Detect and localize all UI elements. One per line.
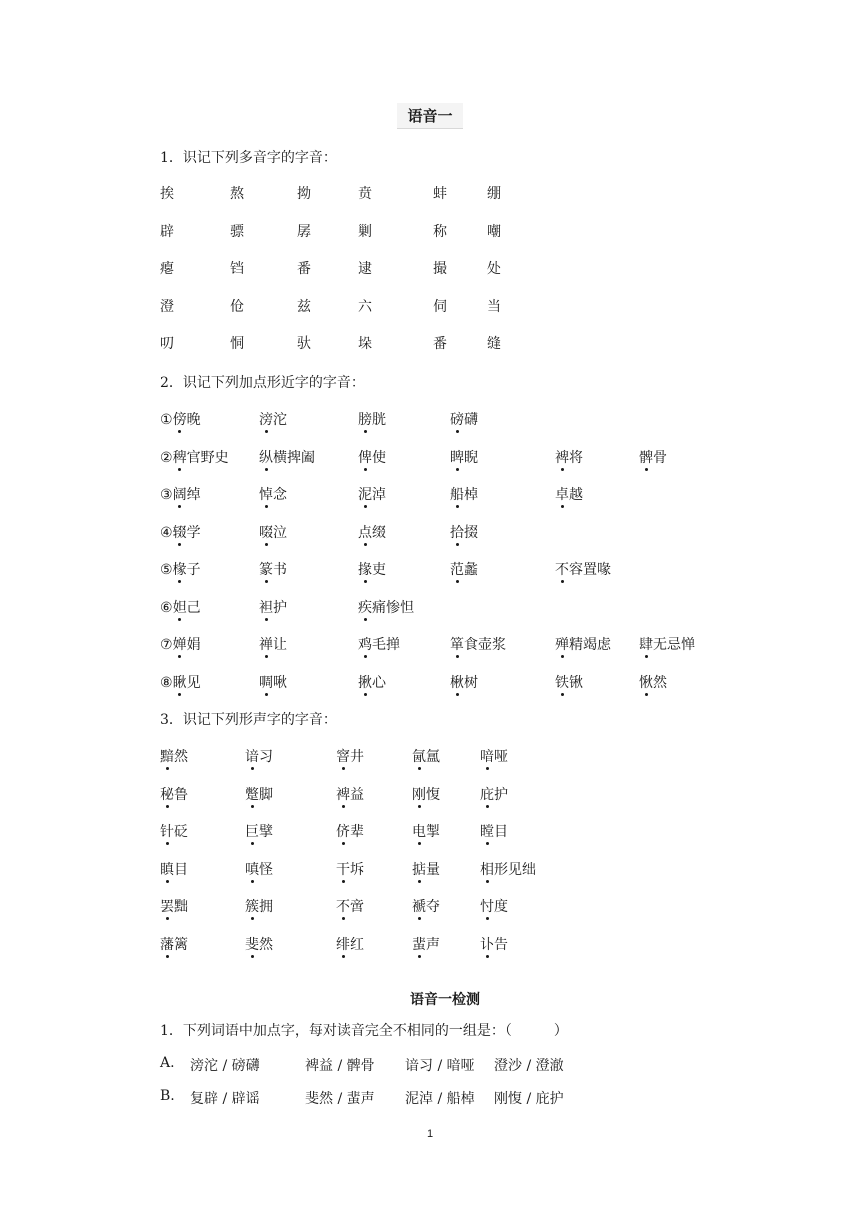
page-title: 语音一: [0, 103, 860, 129]
word-item: ④辍学: [160, 522, 201, 542]
word-item: 点缀: [358, 522, 386, 542]
word-item: 鸡毛掸: [358, 634, 400, 654]
word-item: 剿: [358, 223, 372, 240]
word-item: 黯然: [160, 746, 188, 766]
word-item: 窨井: [336, 746, 364, 766]
word-item: ①傍晚: [160, 409, 201, 429]
word-item: 撮: [433, 261, 447, 277]
word-item: 殚精竭虑: [555, 634, 611, 654]
option-pair: 刚愎 / 庇护: [494, 1091, 564, 1107]
word-item: 氤氲: [412, 746, 440, 766]
word-item: ⑥妲己: [160, 597, 201, 617]
word-item: 啁啾: [259, 672, 287, 692]
word-item: 纵横捭阖: [259, 447, 315, 467]
word-item: 斐然: [245, 934, 273, 954]
option-pair: 复辟 / 辟谣: [190, 1091, 260, 1107]
word-item: 袒护: [259, 597, 287, 617]
option-label: A.: [160, 1055, 175, 1071]
word-item: 电掣: [412, 821, 440, 841]
word-item: 蹩脚: [245, 784, 273, 804]
word-item: 辟: [160, 223, 174, 240]
word-item: 拾掇: [450, 522, 478, 542]
option-pair: 斐然 / 蜚声: [305, 1091, 375, 1107]
word-item: 缝: [487, 336, 501, 352]
word-item: 楸树: [450, 672, 478, 692]
word-item: 不啻: [336, 896, 364, 916]
word-item: 磅礴: [450, 409, 478, 429]
word-item: 秘鲁: [160, 784, 188, 804]
option-pair: 滂沱 / 磅礴: [190, 1058, 260, 1074]
word-item: 嗔怪: [245, 859, 273, 879]
section-heading: 3．识记下列形声字的字音：: [160, 712, 337, 728]
word-item: 掾吏: [358, 559, 386, 579]
word-item: 范蠡: [450, 559, 478, 579]
word-item: 俾使: [358, 447, 386, 467]
word-item: 睥睨: [450, 447, 478, 467]
word-item: 贲: [358, 186, 372, 202]
word-item: 疾痛惨怛: [358, 597, 414, 617]
word-item: 干坼: [336, 859, 364, 879]
word-item: 揪心: [358, 672, 386, 692]
word-item: 番: [297, 261, 311, 277]
word-item: 卓越: [555, 484, 583, 504]
word-item: 拗: [297, 186, 311, 202]
word-item: 愀然: [639, 672, 667, 692]
word-item: ⑤椽子: [160, 559, 201, 579]
word-item: 逮: [358, 261, 372, 277]
option-pair: 泥淖 / 船棹: [405, 1091, 475, 1107]
word-item: 伧: [230, 298, 244, 315]
word-item: 悼念: [259, 484, 287, 504]
word-item: 当: [487, 298, 501, 315]
word-item: ③阔绰: [160, 484, 201, 504]
word-item: 瘪: [160, 261, 174, 277]
word-item: 番: [433, 336, 447, 352]
word-item: 挨: [160, 186, 174, 202]
word-item: 蜚声: [412, 934, 440, 954]
word-item: 讣告: [480, 934, 508, 954]
word-item: 蚌: [433, 186, 447, 202]
word-item: 髀骨: [639, 447, 667, 467]
word-item: ⑧瞅见: [160, 672, 201, 692]
word-item: 针砭: [160, 821, 188, 841]
word-item: 称: [433, 223, 447, 240]
word-item: 滂沱: [259, 409, 287, 429]
page-number: 1: [426, 1128, 434, 1140]
word-item: 裨将: [555, 447, 583, 467]
word-item: 恫: [230, 336, 244, 352]
word-item: 嘲: [487, 223, 501, 240]
word-item: 忖度: [480, 896, 508, 916]
section-heading: 2．识记下列加点形近字的字音：: [160, 375, 365, 391]
option-pair: 谙习 / 喑哑: [405, 1058, 475, 1074]
word-item: 簇拥: [245, 896, 273, 916]
word-item: 兹: [297, 298, 311, 315]
word-item: 泥淖: [358, 484, 386, 504]
word-item: 澄: [160, 298, 174, 315]
word-item: 喑哑: [480, 746, 508, 766]
word-item: 不容置喙: [555, 559, 611, 579]
word-item: 箪食壶浆: [450, 634, 506, 654]
section-heading: 1．识记下列多音字的字音：: [160, 150, 337, 166]
word-item: 啜泣: [259, 522, 287, 542]
word-item: 船棹: [450, 484, 478, 504]
word-item: 孱: [297, 223, 311, 240]
word-item: 绷: [487, 186, 501, 202]
question-text: 1．下列词语中加点字，每对读音完全不相同的一组是：（ ）: [160, 1023, 568, 1039]
option-label: B.: [160, 1088, 175, 1104]
word-item: 相形见绌: [480, 859, 536, 879]
word-item: 禅让: [259, 634, 287, 654]
word-item: 侪辈: [336, 821, 364, 841]
option-pair: 裨益 / 髀骨: [305, 1058, 375, 1074]
word-item: 骠: [230, 223, 244, 240]
word-item: 伺: [433, 298, 447, 315]
word-item: 肆无忌惮: [639, 634, 695, 654]
word-item: 藩篱: [160, 934, 188, 954]
word-item: 叨: [160, 336, 174, 352]
word-item: 绯红: [336, 934, 364, 954]
word-item: 熬: [230, 186, 244, 202]
word-item: 谙习: [245, 746, 273, 766]
word-item: 铁锹: [555, 672, 583, 692]
word-item: 瞠目: [480, 821, 508, 841]
word-item: 巨擘: [245, 821, 273, 841]
word-item: 庇护: [480, 784, 508, 804]
word-item: 垛: [358, 336, 372, 352]
word-item: ⑦婵娟: [160, 634, 201, 654]
word-item: 处: [487, 261, 501, 277]
word-item: 篆书: [259, 559, 287, 579]
word-item: 刚愎: [412, 784, 440, 804]
word-item: ②稗官野史: [160, 447, 229, 467]
word-item: 裨益: [336, 784, 364, 804]
word-item: 驮: [297, 336, 311, 352]
word-item: 褫夺: [412, 896, 440, 916]
option-pair: 澄沙 / 澄澈: [494, 1058, 564, 1074]
word-item: 膀胱: [358, 409, 386, 429]
word-item: 铛: [230, 261, 244, 277]
word-item: 罢黜: [160, 896, 188, 916]
word-item: 六: [358, 298, 372, 315]
test-title: 语音一检测: [410, 992, 480, 1008]
word-item: 瞋目: [160, 859, 188, 879]
word-item: 掂量: [412, 859, 440, 879]
